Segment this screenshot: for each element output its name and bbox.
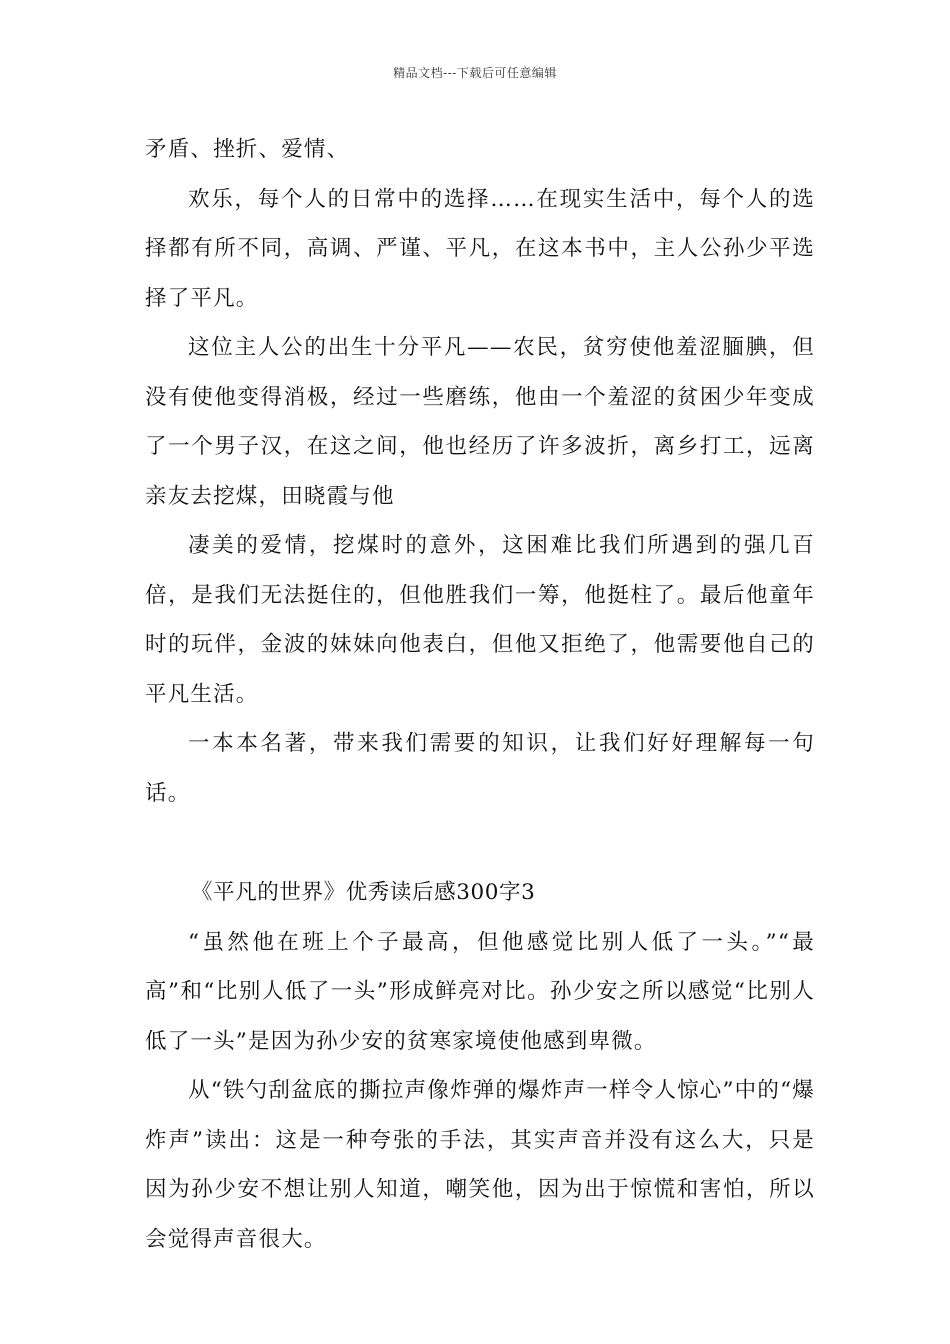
- paragraph: 这位主人公的出生十分平凡——农民，贫穷使他羞涩腼腆，但没有使他变得消极，经过一些磨练，他由一个羞涩的贫困少年变成了一个男子汉，在这之间，他也经历了许多波折，离乡打工，远离亲友去挖煤，田晓霞与他: [145, 335, 815, 509]
- paragraph: 凄美的爱情，挖煤时的意外，这困难比我们所遇到的强几百倍，是我们无法挺住的，但他胜我们一筹，他挺柱了。最后他童年时的玩伴，金波的妹妹向他表白，但他又拒绝了，他需要他自己的平凡生活。: [145, 533, 815, 707]
- paragraph: 从“铁勺刮盆底的撕拉声像炸弹的爆炸声一样令人惊心”中的“爆炸声”读出：这是一种夸张的手法，其实声音并没有这么大，只是因为孙少安不想让别人知道，嘲笑他，因为出于惊慌和害怕，所以会觉得声音很大。: [145, 1078, 815, 1252]
- page-header: 精品文档---下载后可任意编辑: [393, 66, 557, 80]
- paragraph: “虽然他在班上个子最高，但他感觉比别人低了一头。”“最高”和“比别人低了一头”形成鲜亮对比。孙少安之所以感觉“比别人低了一头”是因为孙少安的贫寒家境使他感到卑微。: [145, 929, 815, 1054]
- document-body: [145, 125, 815, 1264]
- paragraph: 矛盾、挫折、爱情、: [145, 137, 350, 162]
- paragraph: 欢乐，每个人的日常中的选择……在现实生活中，每个人的选择都有所不同，高调、严谨、平凡，在这本书中，主人公孙少平选择了平凡。: [145, 186, 815, 311]
- section-title: 《平凡的世界》优秀读后感300字3: [191, 880, 536, 905]
- paragraph: 一本本名著，带来我们需要的知识，让我们好好理解每一句话。: [145, 731, 815, 806]
